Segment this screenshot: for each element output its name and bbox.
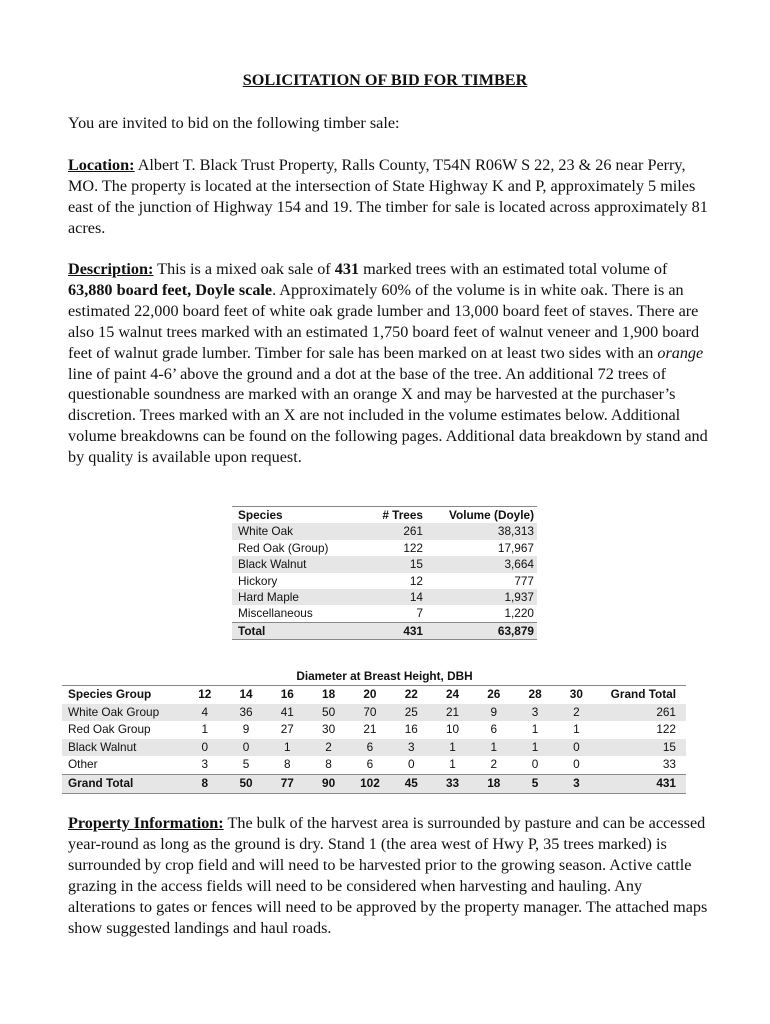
table-row xyxy=(232,589,537,605)
table-row xyxy=(62,721,686,739)
column-header: Grand Total xyxy=(610,687,676,701)
table-cell: 21 xyxy=(363,722,377,737)
table-cell: 50 xyxy=(322,704,336,719)
table-cell: Total xyxy=(232,622,361,639)
table-cell: 30 xyxy=(322,722,336,737)
intro-text: You are invited to bid on the following timber sale: xyxy=(68,114,400,132)
table-row xyxy=(62,704,686,722)
table-cell: 2 xyxy=(490,757,498,772)
table-cell: 6 xyxy=(490,722,498,737)
column-header: 22 xyxy=(404,687,418,701)
table-cell: 33 xyxy=(662,757,676,772)
table-cell: 16 xyxy=(404,722,418,737)
table-cell: Other xyxy=(68,757,98,772)
table-cell: 36 xyxy=(239,704,253,719)
table-cell: 6 xyxy=(366,739,374,754)
table-cell: 3 xyxy=(556,774,597,793)
table-cell: 4 xyxy=(201,704,209,719)
table-cell: 1 xyxy=(490,739,498,754)
table-cell: 3 xyxy=(201,757,209,772)
column-header: 30 xyxy=(569,687,583,701)
table-cell: Black Walnut xyxy=(238,557,307,572)
table-cell: Grand Total xyxy=(62,774,184,793)
table-cell: 0 xyxy=(408,757,415,772)
table-cell: 1 xyxy=(201,722,209,737)
table-cell: 0 xyxy=(531,757,539,772)
table-cell: 15 xyxy=(662,739,676,754)
table-cell: 9 xyxy=(242,722,250,737)
tree-count: 431 xyxy=(334,260,360,278)
table-cell: 10 xyxy=(445,722,460,737)
table-cell: 5 xyxy=(514,774,555,793)
dbh-table-caption: Diameter at Breast Height, DBH xyxy=(296,669,473,683)
table-cell: 21 xyxy=(445,704,460,719)
table-cell: 27 xyxy=(280,722,294,737)
table-cell: 18 xyxy=(473,774,514,793)
table-cell: 261 xyxy=(403,524,423,539)
table-cell: 14 xyxy=(409,590,423,605)
table-cell: Black Walnut xyxy=(68,739,137,754)
property-heading: Property Information: xyxy=(68,814,224,832)
column-header: 12 xyxy=(198,687,212,701)
column-header: 18 xyxy=(322,687,336,701)
table-cell: 431 xyxy=(361,622,427,639)
column-header: 16 xyxy=(280,687,294,701)
table-row xyxy=(232,573,537,589)
table-cell: 102 xyxy=(349,774,390,793)
table-cell: 38,313 xyxy=(497,524,534,539)
table-cell: 63,879 xyxy=(427,622,537,639)
table-cell: 33 xyxy=(432,774,473,793)
description-text: marked trees with an estimated total volume of xyxy=(359,260,668,278)
table-row xyxy=(232,605,537,622)
column-header: Volume (Doyle) xyxy=(449,508,534,522)
dbh-table xyxy=(62,685,686,794)
table-cell: 1 xyxy=(531,722,539,737)
table-cell: 2 xyxy=(573,704,580,719)
table-header-row xyxy=(232,507,537,524)
table-cell: Hickory xyxy=(238,573,278,588)
board-feet-total: 63,880 board feet, Doyle scale xyxy=(68,280,273,299)
table-row xyxy=(62,739,686,757)
table-cell: 122 xyxy=(656,722,676,737)
total-row xyxy=(62,774,686,793)
column-header: # Trees xyxy=(382,508,423,522)
table-cell: 0 xyxy=(201,739,209,754)
table-cell: 1,937 xyxy=(504,590,534,605)
table-cell: 777 xyxy=(514,573,534,588)
table-cell: 0 xyxy=(242,739,250,754)
table-cell: 25 xyxy=(404,704,418,719)
table-cell: Red Oak (Group) xyxy=(238,540,329,555)
table-cell: 8 xyxy=(184,774,225,793)
table-cell: 1 xyxy=(531,739,539,754)
location-heading: Location: xyxy=(68,156,135,174)
table-cell: 1,220 xyxy=(504,606,534,621)
table-cell: 261 xyxy=(656,704,676,719)
table-cell: 8 xyxy=(284,757,291,772)
column-header: 20 xyxy=(363,687,377,701)
table-row xyxy=(232,523,537,539)
table-cell: 6 xyxy=(366,757,374,772)
description-paragraph xyxy=(68,259,708,468)
table-cell: 90 xyxy=(308,774,349,793)
column-header: 14 xyxy=(239,687,253,701)
table-cell: 2 xyxy=(325,739,332,754)
table-cell: 1 xyxy=(284,739,291,754)
property-paragraph xyxy=(68,813,708,938)
table-cell: Miscellaneous xyxy=(238,606,313,621)
table-cell: 0 xyxy=(573,739,580,754)
table-cell: 9 xyxy=(490,704,498,719)
table-row xyxy=(232,556,537,572)
table-cell: 70 xyxy=(363,704,377,719)
description-heading: Description: xyxy=(68,260,154,278)
location-text: Albert T. Black Trust Property, Ralls County, T54N R06W S 22, 23 & 26 near Perry, MO. The property is located at the intersection of State Highway K and P, approximately 5 miles east of the junction of Highway 154 and 19. The timber for sale is located across approximately 81 acres. xyxy=(68,156,708,237)
table-cell: 431 xyxy=(597,774,686,793)
description-text: line of paint 4-6’ above the ground and a dot at the base of the tree. An additional 72 trees of questionable soundness are marked with an orange X and may be harvested at the purchaser’s discretion. Trees marked with an X are not included in the volume estimates below. Additional volume breakdowns can be found on the following pages. Additional data breakdown by stand and by quality is available upon request. xyxy=(68,364,708,467)
table-cell: 17,967 xyxy=(497,540,534,555)
paint-color: orange xyxy=(657,343,704,362)
table-cell: 3,664 xyxy=(504,557,534,572)
column-header: Species xyxy=(238,508,283,522)
table-row xyxy=(232,540,537,556)
table-cell: 5 xyxy=(242,757,250,772)
table-cell: White Oak Group xyxy=(68,704,160,719)
table-cell: 8 xyxy=(325,757,332,772)
table-cell: Hard Maple xyxy=(238,590,299,605)
table-cell: 15 xyxy=(409,557,423,572)
table-cell: 3 xyxy=(531,704,539,719)
table-cell: 45 xyxy=(391,774,432,793)
column-header: 26 xyxy=(487,687,501,701)
description-text: This is a mixed oak sale of xyxy=(153,260,335,278)
species-volume-table xyxy=(232,506,537,640)
column-header: 28 xyxy=(528,687,542,701)
table-cell: 1 xyxy=(449,739,456,754)
table-cell: 7 xyxy=(416,606,423,621)
table-cell: 77 xyxy=(267,774,308,793)
property-text: The bulk of the harvest area is surrounded by pasture and can be accessed year-round as long as the ground is dry. Stand 1 (the area west of Hwy P, 35 trees marked) is surrounded by crop field and will need to be harvested prior to the growing season. Active cattle grazing in the access fields will need to be considered when harvesting and hauling. Any alterations to gates or fences will need to be approved by the property manager. The attached maps show suggested landings and haul roads. xyxy=(68,814,708,937)
total-row xyxy=(232,622,537,639)
column-header: Species Group xyxy=(68,687,152,701)
column-header: 24 xyxy=(445,687,460,701)
document-title: SOLICITATION OF BID FOR TIMBER xyxy=(242,71,528,89)
table-cell: 3 xyxy=(408,739,415,754)
table-cell: 50 xyxy=(225,774,266,793)
description-text: . Approximately 60% of the volume is in white oak. There is an estimated 22,000 board feet of white oak grade lumber and 13,000 board feet of staves. There are also 15 walnut trees marked with an estimated 1,750 board feet of walnut veneer and 1,900 board feet of walnut grade lumber. Timber for sale has been marked on at least two sides with an xyxy=(68,280,700,362)
table-header-row xyxy=(62,686,686,704)
table-cell: 0 xyxy=(573,757,580,772)
table-row xyxy=(62,756,686,774)
location-paragraph xyxy=(68,155,708,239)
table-cell: 1 xyxy=(449,757,456,772)
table-cell: 1 xyxy=(573,722,580,737)
table-cell: 122 xyxy=(403,540,423,555)
table-cell: 41 xyxy=(280,704,294,719)
table-cell: White Oak xyxy=(238,524,294,539)
table-cell: 12 xyxy=(409,573,423,588)
table-cell: Red Oak Group xyxy=(68,722,151,737)
